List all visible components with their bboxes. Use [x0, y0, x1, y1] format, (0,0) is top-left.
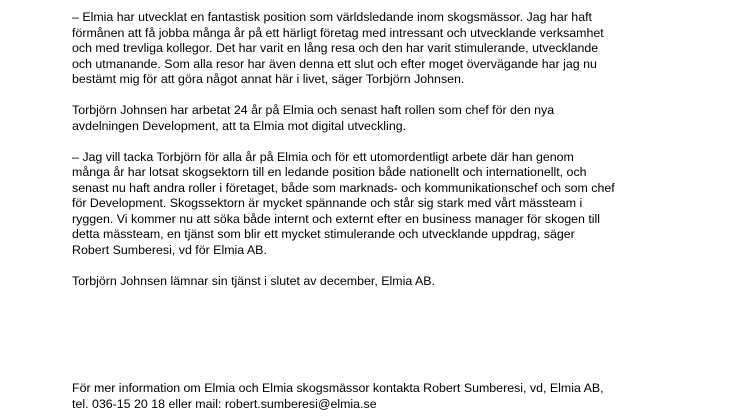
document-body	[72, 10, 672, 305]
quote-paragraph-sumberesi: – Jag vill tacka Torbjörn för alla år på Elmia och för ett utomordentligt arbete där han genom många år har lotsat skogsektorn till en ledande position både nationellt och internationellt, och senast nu haft andra roller i företaget, både som marknads- och kommunikationschef och som chef för Development. Skogssektorn är mycket spännande och står sig stark med vårt mässteam i ryggen. Vi kommer nu att söka både internt och externt efter en business manager för skogen till detta mässteam, en tjänst som blir ett mycket stimulerande och utvecklande uppdrag, säger Robert Sumberesi, vd för Elmia AB.	[72, 149, 615, 257]
info-paragraph-departure: Torbjörn Johnsen lämnar sin tjänst i slutet av december, Elmia AB.	[72, 273, 435, 288]
contact-footer: För mer information om Elmia och Elmia skogsmässor kontakta Robert Sumberesi, vd, Elmia AB, tel. 036-15 20 18 eller mail: robert.sumberesi@elmia.se	[72, 381, 604, 411]
quote-paragraph-johnsen: – Elmia har utvecklat en fantastisk position som världsledande inom skogsmässor. Jag har haft förmånen att få jobba många år på ett härligt företag med intressant och utvecklande verksamhet och med trevliga kollegor. Det har varit en lång resa och den har varit stimulerande, utvecklande och utmanande. Som alla resor har även denna ett slut och efter moget övervägande har jag nu bestämt mig för att göra något annat här i livet, säger Torbjörn Johnsen.	[72, 10, 604, 86]
info-paragraph-role: Torbjörn Johnsen har arbetat 24 år på Elmia och senast haft rollen som chef för den nya avdelningen Development, att ta Elmia mot digital utveckling.	[72, 103, 555, 133]
